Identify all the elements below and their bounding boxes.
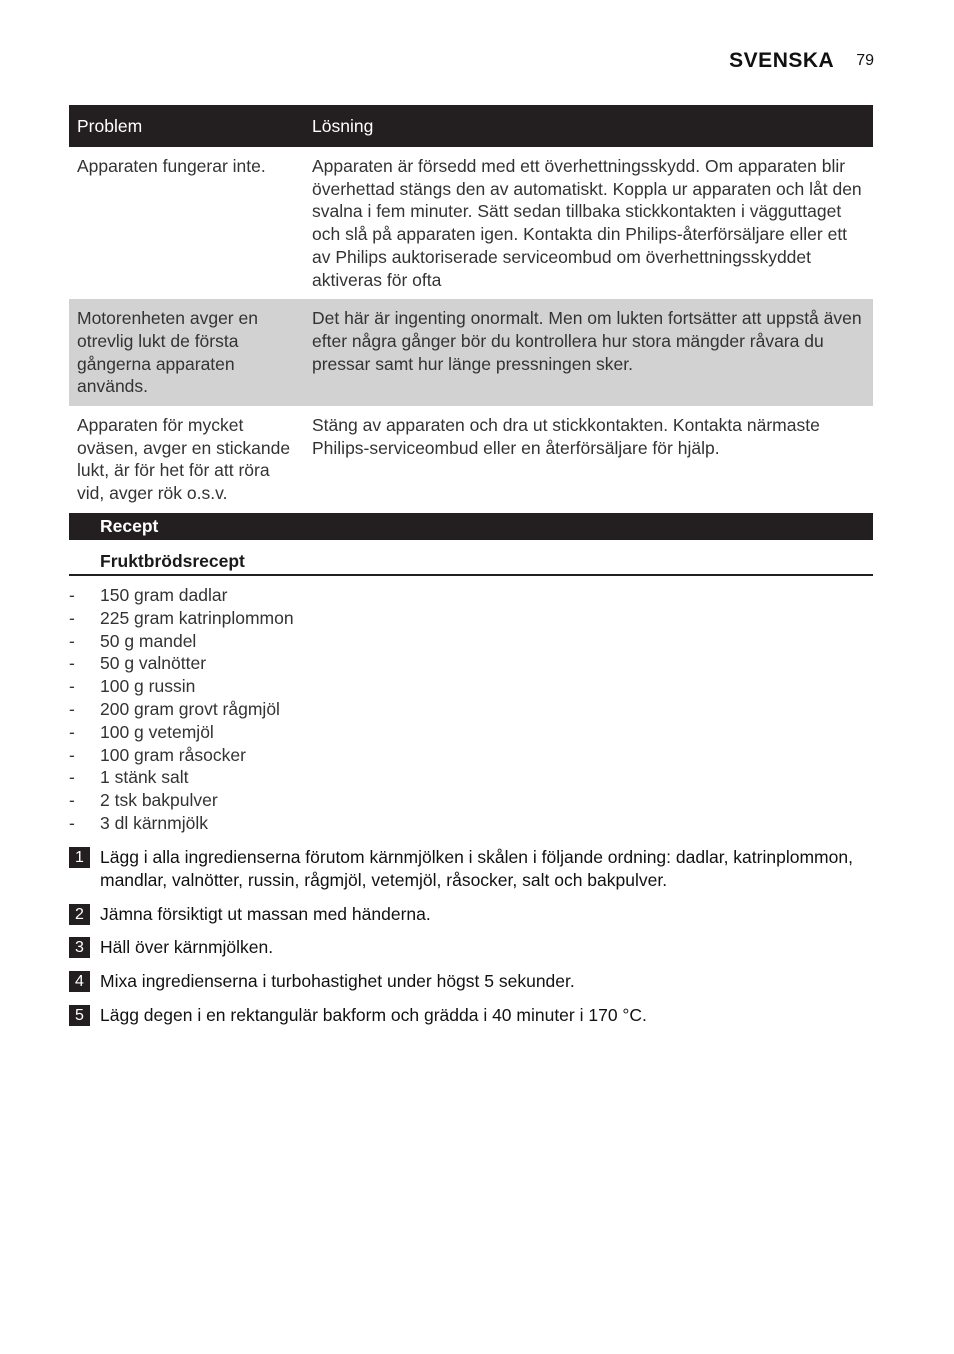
subsection-title: Fruktbrödsrecept (69, 548, 873, 576)
list-item (69, 584, 294, 607)
ingredient-text: 3 dl kärnmjölk (100, 812, 208, 833)
problem-cell: Apparaten fungerar inte. (77, 156, 266, 176)
step-number-badge: 5 (69, 1005, 90, 1026)
list-item (69, 721, 294, 744)
bullet-dash: - (69, 585, 75, 605)
bullet-dash: - (69, 721, 75, 742)
ingredient-text: 100 gram råsocker (100, 744, 246, 765)
bullet-dash: - (69, 676, 75, 697)
bullet-dash: - (69, 790, 75, 811)
table-row (69, 147, 873, 299)
ingredient-text: 50 g mandel (100, 630, 197, 651)
list-item (69, 630, 294, 653)
column-header-problem: Problem (69, 105, 304, 147)
table-row (69, 406, 873, 513)
step-item (69, 903, 873, 926)
ingredient-text: 200 gram grovt rågmjöl (100, 698, 280, 719)
language-label: SVENSKA (729, 49, 835, 72)
bullet-dash: - (69, 630, 75, 651)
step-list (69, 846, 873, 1027)
ingredient-text: 100 g russin (100, 676, 196, 697)
problem-cell: Motorenheten avger en otrevlig lukt de första gångerna apparaten används. (69, 299, 304, 406)
step-item (69, 936, 873, 959)
step-number-badge: 4 (69, 971, 90, 992)
list-item (69, 744, 294, 767)
step-item (69, 846, 873, 892)
step-text: Häll över kärnmjölken. (100, 937, 274, 958)
page-number: 79 (856, 52, 874, 69)
list-item (69, 698, 294, 721)
bullet-dash: - (69, 607, 75, 628)
ingredient-text: 2 tsk bakpulver (100, 790, 218, 811)
solution-cell: Det här är ingenting onormalt. Men om lukten fortsätter att uppstå även efter några gånger bör du kontrollera hur stora mängder råvara du pressar samt hur länge pressningen sker. (304, 299, 873, 406)
ingredient-list (69, 584, 294, 835)
ingredient-text: 1 stänk salt (100, 767, 189, 788)
problem-cell: Apparaten för mycket oväsen, avger en stickande lukt, är för het för att röra vid, avger rök o.s.v. (77, 415, 291, 504)
list-item (69, 675, 294, 698)
list-item (69, 607, 294, 630)
step-item (69, 970, 873, 993)
step-number-badge: 1 (69, 847, 90, 868)
step-number-badge: 2 (69, 904, 90, 925)
ingredient-text: 150 gram dadlar (100, 585, 228, 605)
step-text: Lägg degen i en rektangulär bakform och grädda i 40 minuter i 170 °C. (100, 1004, 647, 1025)
step-text: Jämna försiktigt ut massan med händerna. (100, 903, 431, 924)
column-header-solution: Lösning (304, 105, 873, 147)
table-row (69, 299, 873, 406)
bullet-dash: - (69, 744, 75, 765)
bullet-dash: - (69, 812, 75, 833)
solution-cell: Apparaten är försedd med ett överhettningsskydd. Om apparaten blir överhettad stängs den av automatiskt. Koppla ur apparaten och låt den svalna i fem minuter. Sätt sedan tillbaka stickkontakten i vägguttaget och slå på apparaten igen. Kontakta din Philips-återförsäljare eller ett av Philips auktoriserade serviceombud om överhettningsskyddet aktiveras för ofta (312, 156, 862, 290)
table-header-row (69, 105, 873, 147)
ingredient-text: 225 gram katrinplommon (100, 607, 294, 628)
ingredient-text: 50 g valnötter (100, 653, 207, 674)
bullet-dash: - (69, 767, 75, 788)
list-item (69, 652, 294, 675)
step-number-badge: 3 (69, 937, 90, 958)
list-item (69, 812, 294, 835)
ingredient-text: 100 g vetemjöl (100, 721, 214, 742)
step-text: Mixa ingredienserna i turbohastighet under högst 5 sekunder. (100, 971, 575, 992)
step-text: Lägg i alla ingredienserna förutom kärnmjölken i skålen i följande ordning: dadlar, katrinplommon, mandlar, valnötter, russin, rågmjöl, vetemjöl, råsocker, salt och bakpulver. (100, 847, 853, 890)
bullet-dash: - (69, 653, 75, 674)
bullet-dash: - (69, 698, 75, 719)
list-item (69, 766, 294, 789)
solution-cell: Stäng av apparaten och dra ut stickkontakten. Kontakta närmaste Philips-serviceombud eller en återförsäljare för hjälp. (312, 415, 820, 458)
page-header (729, 46, 874, 76)
troubleshooting-table (69, 105, 873, 513)
list-item (69, 789, 294, 812)
step-item (69, 1004, 873, 1027)
section-title-bar: Recept (69, 513, 873, 540)
